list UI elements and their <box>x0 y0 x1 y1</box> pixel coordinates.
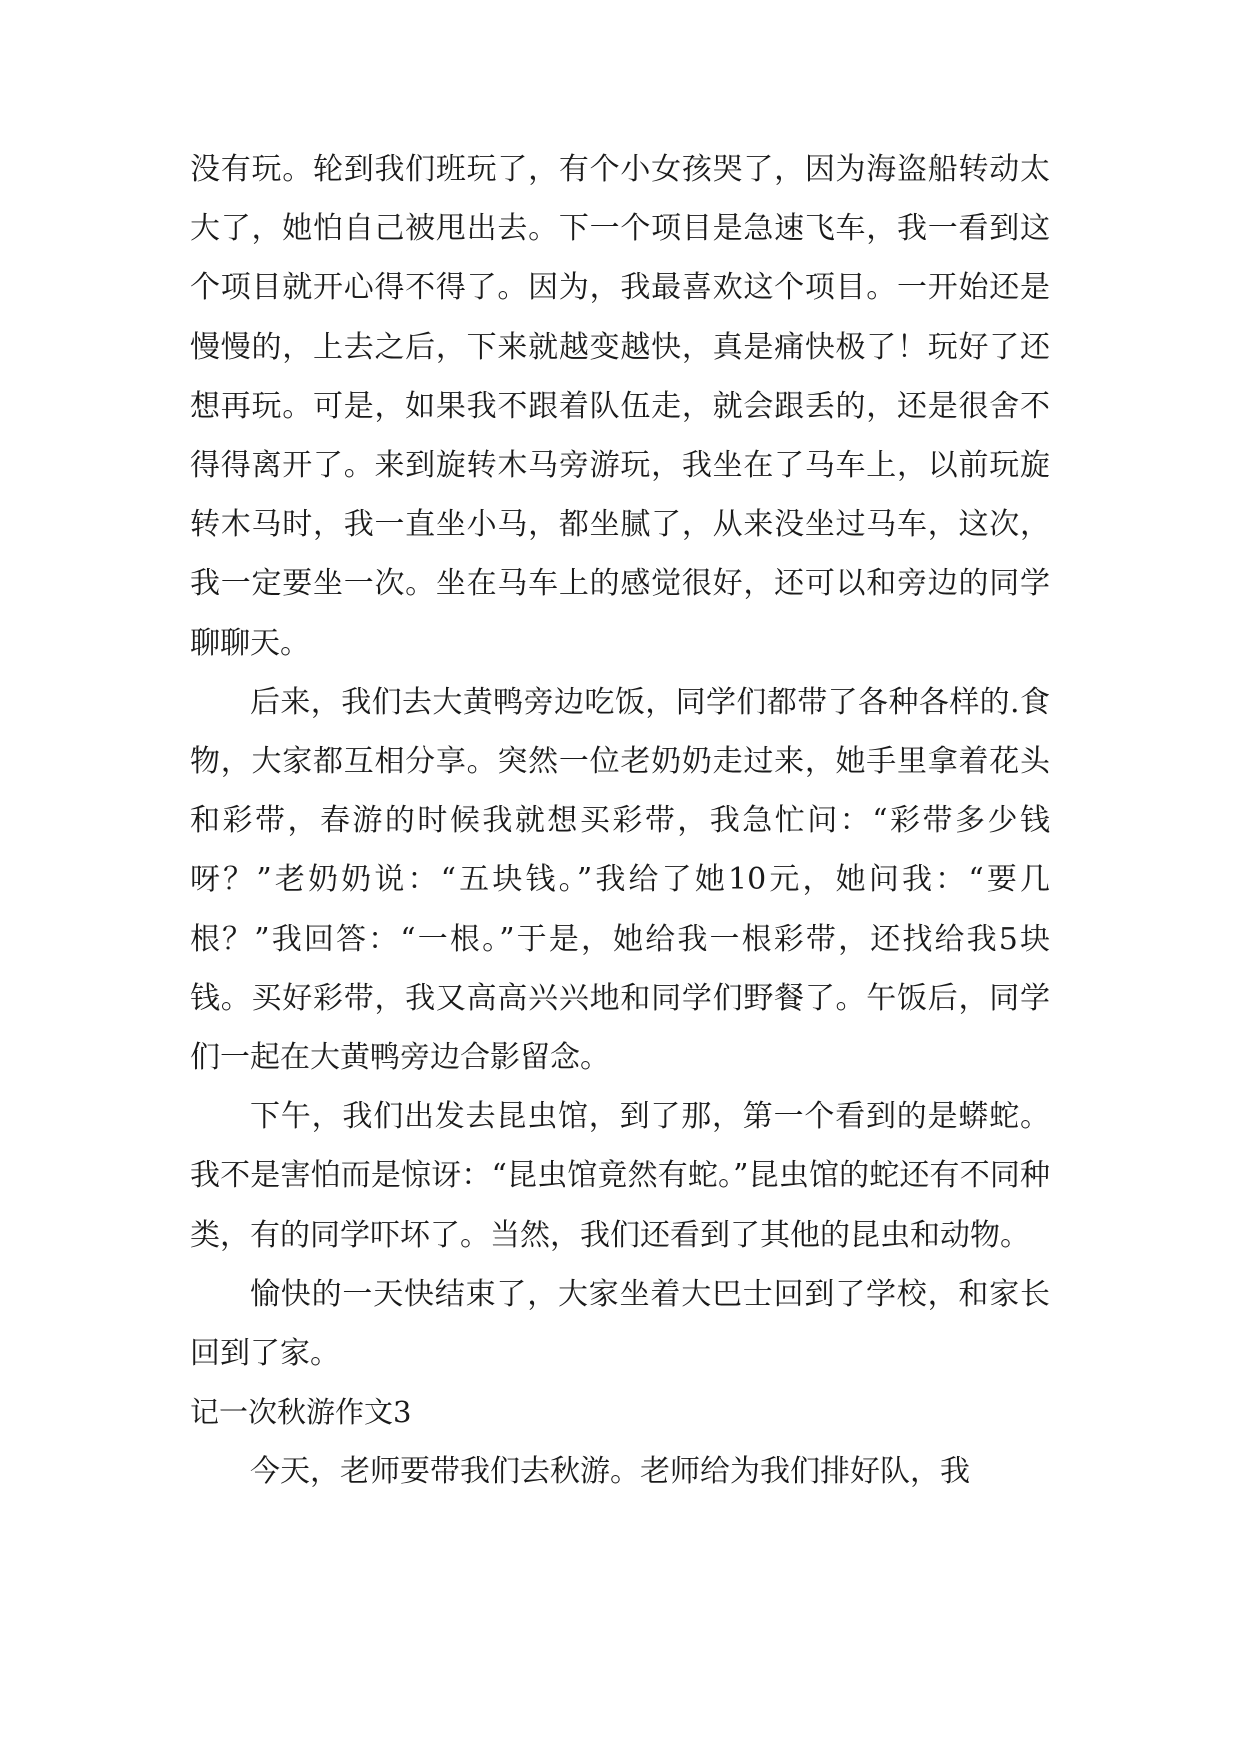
paragraph-amusement-rides: 没有玩。轮到我们班玩了，有个小女孩哭了，因为海盗船转动太大了，她怕自己被甩出去。下一个项目是急速飞车，我一看到这个项目就开心得不得了。因为，我最喜欢这个项目。一开始还是慢慢的，上去之后，下来就越变越快，真是痛快极了！玩好了还想再玩。可是，如果我不跟着队伍走，就会跟丢的，还是很舍不得得离开了。来到旋转木马旁游玩，我坐在了马车上，以前玩旋转木马时，我一直坐小马，都坐腻了，从来没坐过马车，这次，我一定要坐一次。坐在马车上的感觉很好，还可以和旁边的同学聊聊天。 <box>190 152 1050 661</box>
essay-heading: 记一次秋游作文3 <box>190 1395 412 1430</box>
paragraph-lunch-ribbon: 后来，我们去大黄鸭旁边吃饭，同学们都带了各种各样的.食物，大家都互相分享。突然一位老奶奶走过来，她手里拿着花头和彩带，春游的时候我就想买彩带，我急忙问：“彩带多少钱呀？”老奶奶说：“五块钱。”我给了她10元，她问我：“要几根？”我回答：“一根。”于是，她给我一根彩带，还找给我5块钱。买好彩带，我又高高兴兴地和同学们野餐了。午饭后，同学们一起在大黄鸭旁边合影留念。 <box>190 684 1050 1076</box>
paragraph-day-end: 愉快的一天快结束了，大家坐着大巴士回到了学校，和家长回到了家。 <box>190 1276 1050 1372</box>
document-body <box>190 140 1050 1502</box>
paragraph-insect-museum: 下午，我们出发去昆虫馆，到了那，第一个看到的是蟒蛇。我不是害怕而是惊讶：“昆虫馆竟然有蛇。”昆虫馆的蛇还有不同种类，有的同学吓坏了。当然，我们还看到了其他的昆虫和动物。 <box>190 1099 1050 1253</box>
paragraph-next-essay-start: 今天，老师要带我们去秋游。老师给为我们排好队，我 <box>250 1454 970 1490</box>
